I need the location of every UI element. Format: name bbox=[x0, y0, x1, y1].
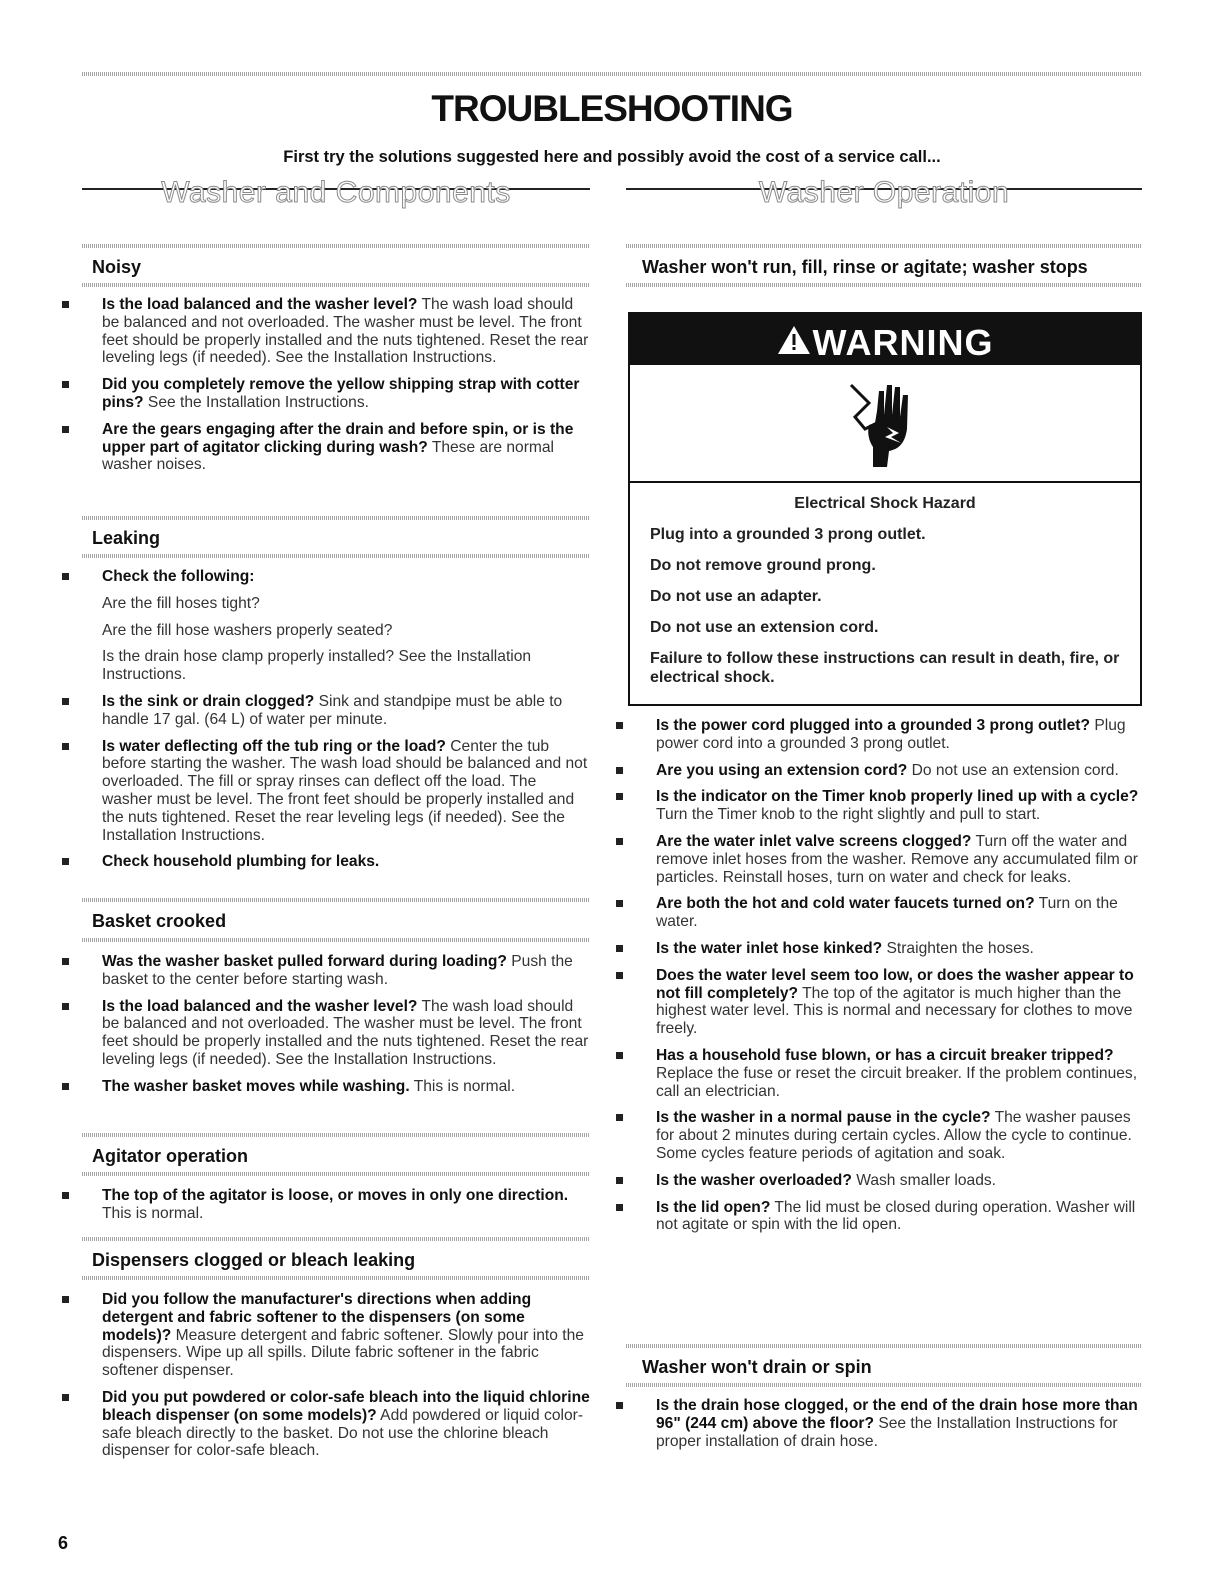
right-column-heading: Washer Operation bbox=[758, 176, 1010, 209]
page-title: TROUBLESHOOTING bbox=[431, 88, 793, 129]
section-rule bbox=[626, 283, 1142, 287]
section-title-noisy: Noisy bbox=[92, 257, 142, 277]
warning-box bbox=[628, 312, 1142, 706]
list-item: Is the drain hose clogged, or the end of the drain hose more than 96" (244 cm) above the floor? See the Installation Instructions for proper installation of drain hose. bbox=[616, 1397, 1146, 1450]
list-item: Is the power cord plugged into a grounded 3 prong outlet? Plug power cord into a grounded 3 prong outlet. bbox=[616, 717, 1146, 753]
section-rule bbox=[82, 1276, 590, 1280]
list-item: Is the water inlet hose kinked? Straighten the hoses. bbox=[616, 940, 1146, 958]
section-rule bbox=[82, 1237, 590, 1241]
section-title-wont-run: Washer won't run, fill, rinse or agitate; washer stops bbox=[642, 257, 1088, 277]
electrical-shock-hand-icon bbox=[843, 377, 933, 474]
list-item: Is the washer in a normal pause in the cycle? The washer pauses for about 2 minutes during certain cycles. Allow the cycle to continue. Some cycles feature periods of agitation and soak. bbox=[616, 1109, 1146, 1162]
list-item: Is the lid open? The lid must be closed during operation. Washer will not agitate or spin with the lid open. bbox=[616, 1199, 1146, 1235]
section-rule bbox=[82, 1133, 590, 1137]
warning-banner: WARNING bbox=[630, 314, 1140, 365]
list-item: Did you put powdered or color-safe bleach into the liquid chlorine bleach dispenser (on some models)? Add powdered or liquid color-safe bleach directly to the basket. Do not use the chlorine bleach dispenser for color-safe bleach. bbox=[62, 1389, 590, 1460]
wont-run-list bbox=[616, 717, 1146, 1243]
section-title-leaking: Leaking bbox=[92, 528, 161, 548]
basket-list bbox=[62, 953, 590, 1105]
list-item: Are you using an extension cord? Do not use an extension cord. bbox=[616, 762, 1146, 780]
section-rule bbox=[82, 283, 590, 287]
section-title-basket-crooked: Basket crooked bbox=[92, 911, 227, 931]
section-rule bbox=[82, 516, 590, 520]
section-rule bbox=[82, 938, 590, 942]
list-item: The washer basket moves while washing. This is normal. bbox=[62, 1078, 590, 1096]
wont-drain-list bbox=[616, 1397, 1146, 1459]
list-item: Check household plumbing for leaks. bbox=[62, 853, 590, 871]
list-item: Check the following: Are the fill hoses tight? Are the fill hose washers properly seated? Is the drain hose clamp properly installed? See the Installation Instructions. bbox=[62, 568, 590, 684]
list-item: Are the water inlet valve screens clogged? Turn off the water and remove inlet hoses from the washer. Remove any accumulated film or particles. Reinstall hoses, turn on water and check for leaks. bbox=[616, 833, 1146, 886]
section-rule bbox=[82, 1172, 590, 1176]
warning-line: Do not remove ground prong. bbox=[650, 557, 876, 574]
list-item: Are both the hot and cold water faucets turned on? Turn on the water. bbox=[616, 895, 1146, 931]
dispensers-list bbox=[62, 1291, 590, 1469]
left-column-heading: Washer and Components bbox=[161, 176, 511, 209]
warning-line: Plug into a grounded 3 prong outlet. bbox=[650, 526, 926, 543]
list-item: Has a household fuse blown, or has a circuit breaker tripped? Replace the fuse or reset the circuit breaker. If the problem continues, call an electrician. bbox=[616, 1047, 1146, 1100]
section-rule bbox=[82, 554, 590, 558]
list-item: Was the washer basket pulled forward during loading? Push the basket to the center before starting wash. bbox=[62, 953, 590, 989]
agitator-list bbox=[62, 1187, 590, 1232]
page-subtitle: First try the solutions suggested here and possibly avoid the cost of a service call... bbox=[283, 148, 941, 166]
page-number: 6 bbox=[58, 1533, 69, 1553]
list-item: Is the sink or drain clogged? Sink and standpipe must be able to handle 17 gal. (64 L) of water per minute. bbox=[62, 693, 590, 729]
noisy-list bbox=[62, 296, 590, 483]
section-rule bbox=[82, 898, 590, 902]
warning-line: Do not use an extension cord. bbox=[650, 619, 879, 636]
leaking-list bbox=[62, 568, 590, 880]
warning-title: Electrical Shock Hazard bbox=[794, 495, 976, 512]
warning-body bbox=[630, 485, 1140, 687]
list-item: Is the indicator on the Timer knob properly lined up with a cycle? Turn the Timer knob to the right slightly and pull to start. bbox=[616, 788, 1146, 824]
section-rule bbox=[82, 244, 590, 248]
list-item: Is the washer overloaded? Wash smaller loads. bbox=[616, 1172, 1146, 1190]
list-item: Does the water level seem too low, or does the washer appear to not fill completely? The top of the agitator is much higher than the highest water level. This is normal and necessary for clothes to move freely. bbox=[616, 967, 1146, 1038]
section-title-wont-drain: Washer won't drain or spin bbox=[642, 1357, 872, 1377]
list-item: Is water deflecting off the tub ring or the load? Center the tub before starting the washer. The wash load should be balanced and not overloaded. The fill or spray rinses can deflect off the load. The washer must be level. The front feet should be properly installed and the nuts tightened. Reset the rear leveling legs (if needed). See the Installation Instructions. bbox=[62, 738, 590, 845]
warning-line: Do not use an adapter. bbox=[650, 588, 822, 605]
list-item: Did you follow the manufacturer's directions when adding detergent and fabric softener to the dispensers (on some models)? Measure detergent and fabric softener. Slowly pour into the dispensers. Wipe up all spills. Dilute fabric softener in the fabric softener dispenser. bbox=[62, 1291, 590, 1380]
list-item: Did you completely remove the yellow shipping strap with cotter pins? See the Installation Instructions. bbox=[62, 376, 590, 412]
warning-icon-area bbox=[630, 365, 1140, 483]
warning-triangle-icon bbox=[777, 317, 811, 368]
top-rule bbox=[82, 72, 1142, 76]
section-rule bbox=[626, 244, 1142, 248]
list-item: Are the gears engaging after the drain and before spin, or is the upper part of agitator clicking during wash? These are normal washer noises. bbox=[62, 421, 590, 474]
list-item: Is the load balanced and the washer level? The wash load should be balanced and not overloaded. The washer must be level. The front feet should be properly installed and the nuts tightened. Reset the rear leveling legs (if needed). See the Installation Instructions. bbox=[62, 296, 590, 367]
section-title-agitator: Agitator operation bbox=[92, 1146, 248, 1166]
section-rule bbox=[626, 1344, 1142, 1348]
section-title-dispensers: Dispensers clogged or bleach leaking bbox=[92, 1250, 416, 1270]
list-item: Is the load balanced and the washer level? The wash load should be balanced and not overloaded. The washer must be level. The front feet should be properly installed and the nuts tightened. Reset the rear leveling legs (if needed). See the Installation Instructions. bbox=[62, 998, 590, 1069]
list-item: The top of the agitator is loose, or moves in only one direction. This is normal. bbox=[62, 1187, 590, 1223]
section-rule bbox=[626, 1383, 1142, 1387]
warning-line: Failure to follow these instructions can result in death, fire, or electrical shock. bbox=[650, 650, 1120, 686]
